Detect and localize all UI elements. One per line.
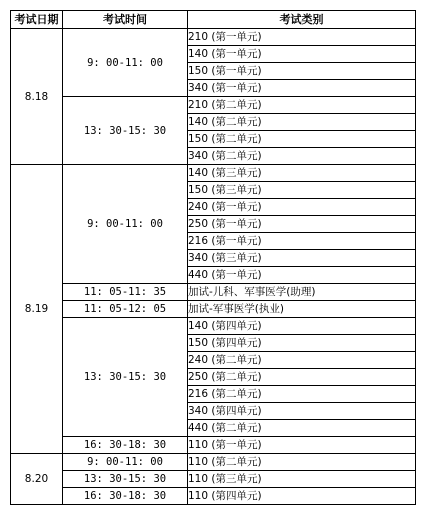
exam-time-cell: 16: 30-18: 30 bbox=[63, 488, 188, 505]
header-exam-time: 考试时间 bbox=[63, 11, 188, 29]
exam-category-cell: 150 (第二单元) bbox=[188, 131, 416, 148]
exam-category-cell: 110 (第二单元) bbox=[188, 454, 416, 471]
exam-category-cell: 140 (第四单元) bbox=[188, 318, 416, 335]
table-row bbox=[11, 165, 416, 182]
exam-category-cell: 340 (第四单元) bbox=[188, 403, 416, 420]
table-row bbox=[11, 318, 416, 335]
exam-category-cell: 440 (第一单元) bbox=[188, 267, 416, 284]
table-row bbox=[11, 454, 416, 471]
exam-category-cell: 150 (第一单元) bbox=[188, 63, 416, 80]
table-row bbox=[11, 437, 416, 454]
exam-category-cell: 210 (第二单元) bbox=[188, 97, 416, 114]
header-exam-date: 考试日期 bbox=[11, 11, 63, 29]
exam-date-cell: 8.19 bbox=[11, 165, 63, 454]
table-row bbox=[11, 301, 416, 318]
exam-schedule-table bbox=[10, 10, 416, 505]
exam-category-cell: 216 (第一单元) bbox=[188, 233, 416, 250]
exam-schedule-sheet bbox=[10, 10, 416, 505]
exam-time-cell: 9: 00-11: 00 bbox=[63, 454, 188, 471]
exam-category-cell: 110 (第四单元) bbox=[188, 488, 416, 505]
exam-category-cell: 340 (第三单元) bbox=[188, 250, 416, 267]
exam-time-cell: 13: 30-15: 30 bbox=[63, 318, 188, 437]
exam-time-cell: 11: 05-11: 35 bbox=[63, 284, 188, 301]
exam-time-cell: 11: 05-12: 05 bbox=[63, 301, 188, 318]
exam-category-cell: 110 (第一单元) bbox=[188, 437, 416, 454]
exam-date-cell: 8.18 bbox=[11, 29, 63, 165]
header-row bbox=[11, 11, 416, 29]
exam-time-cell: 9: 00-11: 00 bbox=[63, 165, 188, 284]
table-row bbox=[11, 97, 416, 114]
schedule-body bbox=[11, 29, 416, 505]
table-row bbox=[11, 488, 416, 505]
exam-category-cell: 150 (第三单元) bbox=[188, 182, 416, 199]
exam-category-cell: 150 (第四单元) bbox=[188, 335, 416, 352]
exam-category-cell: 340 (第一单元) bbox=[188, 80, 416, 97]
exam-category-cell: 240 (第二单元) bbox=[188, 352, 416, 369]
exam-time-cell: 13: 30-15: 30 bbox=[63, 471, 188, 488]
exam-category-cell: 140 (第二单元) bbox=[188, 114, 416, 131]
exam-category-cell: 240 (第一单元) bbox=[188, 199, 416, 216]
table-row bbox=[11, 284, 416, 301]
exam-category-cell: 110 (第三单元) bbox=[188, 471, 416, 488]
exam-category-cell: 210 (第一单元) bbox=[188, 29, 416, 46]
exam-category-cell: 440 (第二单元) bbox=[188, 420, 416, 437]
exam-time-cell: 13: 30-15: 30 bbox=[63, 97, 188, 165]
exam-category-cell: 216 (第二单元) bbox=[188, 386, 416, 403]
exam-time-cell: 9: 00-11: 00 bbox=[63, 29, 188, 97]
exam-category-cell: 加试-军事医学(执业) bbox=[188, 301, 416, 318]
exam-time-cell: 16: 30-18: 30 bbox=[63, 437, 188, 454]
exam-category-cell: 140 (第三单元) bbox=[188, 165, 416, 182]
exam-category-cell: 250 (第一单元) bbox=[188, 216, 416, 233]
exam-category-cell: 加试-儿科、军事医学(助理) bbox=[188, 284, 416, 301]
exam-category-cell: 250 (第二单元) bbox=[188, 369, 416, 386]
table-row bbox=[11, 471, 416, 488]
exam-date-cell: 8.20 bbox=[11, 454, 63, 505]
exam-category-cell: 340 (第二单元) bbox=[188, 148, 416, 165]
table-row bbox=[11, 29, 416, 46]
header-exam-category: 考试类别 bbox=[188, 11, 416, 29]
exam-category-cell: 140 (第一单元) bbox=[188, 46, 416, 63]
